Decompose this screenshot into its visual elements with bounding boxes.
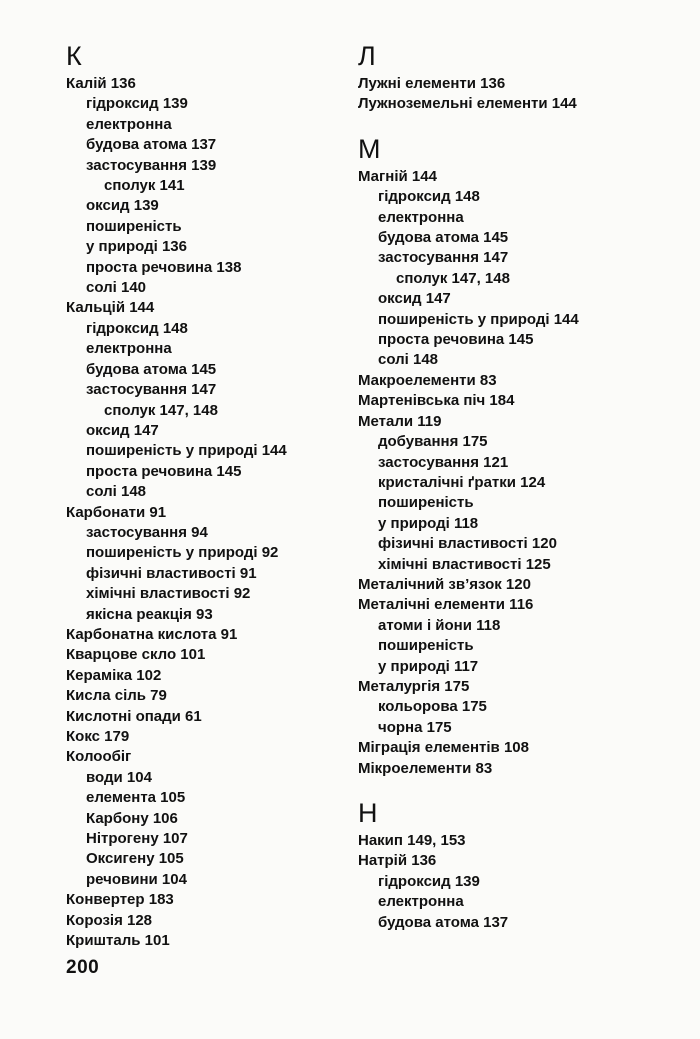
index-subterm: елемента 105 xyxy=(86,789,186,807)
index-subterm: поширеність xyxy=(86,217,182,235)
index-term: Корозія 128 xyxy=(66,911,153,929)
section-letter-heading: М xyxy=(358,133,382,164)
index-subterm: оксид 147 xyxy=(86,421,159,439)
index-term: Мартенівська піч 184 xyxy=(358,392,515,410)
index-subterm: поширеність у природі 92 xyxy=(86,544,279,562)
index-term: Лужноземельні елементи 144 xyxy=(358,95,577,113)
index-subterm: гідроксид 148 xyxy=(86,319,188,337)
index-term: Металічний зв’язок 120 xyxy=(358,575,531,593)
section-letter-heading: Н xyxy=(358,798,379,828)
index-term: Карбонати 91 xyxy=(66,503,167,521)
index-subterm: застосування 94 xyxy=(86,523,208,541)
index-subterm: солі 140 xyxy=(86,279,147,297)
index-subterm: будова атома 145 xyxy=(86,360,217,378)
index-subterm: гідроксид 148 xyxy=(378,188,480,206)
index-subterm: сполук 147, 148 xyxy=(104,401,218,419)
index-term: Металургія 175 xyxy=(358,677,470,695)
index-subterm: сполук 141 xyxy=(104,177,185,195)
index-subterm: у природі 118 xyxy=(378,514,479,532)
index-subterm: проста речовина 138 xyxy=(86,258,242,276)
index-subterm: гідроксид 139 xyxy=(378,872,480,890)
index-term: Метали 119 xyxy=(358,412,442,430)
index-term: Мікроелементи 83 xyxy=(358,759,493,777)
index-subterm: атоми і йони 118 xyxy=(378,616,501,634)
index-subterm: поширеність у природі 144 xyxy=(378,310,579,328)
index-subterm: електронна xyxy=(86,115,172,133)
index-term: Конвертер 183 xyxy=(66,891,174,909)
index-subterm: хімічні властивості 92 xyxy=(86,585,251,603)
index-term: Макроелементи 83 xyxy=(358,371,497,389)
left-index-column xyxy=(66,38,346,951)
index-subterm: фізичні властивості 120 xyxy=(378,535,557,553)
index-subterm: у природі 117 xyxy=(378,657,479,675)
section-spacer xyxy=(358,779,658,795)
index-subterm: застосування 147 xyxy=(86,381,217,399)
index-subterm: електронна xyxy=(86,340,172,358)
index-subterm: проста речовина 145 xyxy=(378,331,534,349)
page-number: 200 xyxy=(66,957,100,978)
index-subterm: хімічні властивості 125 xyxy=(378,555,551,573)
index-subterm: будова атома 137 xyxy=(378,913,509,931)
index-subterm: застосування 139 xyxy=(86,156,217,174)
index-subterm: фізичні властивості 91 xyxy=(86,564,257,582)
index-subterm: електронна xyxy=(378,208,464,226)
index-term: Накип 149, 153 xyxy=(358,832,466,849)
index-term: Карбонатна кислота 91 xyxy=(66,625,238,643)
index-subterm: Карбону 106 xyxy=(86,809,178,827)
index-subterm: будова атома 137 xyxy=(86,136,217,154)
index-term: Кокс 179 xyxy=(66,728,130,745)
index-term: Магній 144 xyxy=(358,167,437,185)
section-letter-heading: К xyxy=(66,41,83,71)
index-term: Кальцій 144 xyxy=(66,299,155,317)
index-subterm: Оксигену 105 xyxy=(86,850,184,868)
index-term: Кришталь 101 xyxy=(66,932,170,950)
index-subterm: оксид 147 xyxy=(378,290,451,308)
index-subterm: кольорова 175 xyxy=(378,698,487,716)
index-subterm: застосування 147 xyxy=(378,249,509,267)
index-term: Кисла сіль 79 xyxy=(66,687,167,705)
index-term: Металічні елементи 116 xyxy=(358,596,534,614)
index-subterm: якісна реакція 93 xyxy=(86,605,213,623)
index-subterm: солі 148 xyxy=(378,351,439,369)
index-subterm: у природі 136 xyxy=(86,238,187,256)
index-term: Натрій 136 xyxy=(358,852,437,870)
index-subterm: застосування 121 xyxy=(378,453,509,471)
index-term: Кварцове скло 101 xyxy=(66,646,206,664)
right-index-column xyxy=(358,38,658,933)
index-subterm: оксид 139 xyxy=(86,197,159,215)
section-spacer xyxy=(358,115,658,131)
index-subterm: гідроксид 139 xyxy=(86,95,188,113)
index-term: Колообіг xyxy=(66,748,132,766)
index-subterm: добування 175 xyxy=(378,433,488,451)
index-subterm: Нітрогену 107 xyxy=(86,830,188,848)
index-term: Кераміка 102 xyxy=(66,666,162,684)
index-subterm: поширеність у природі 144 xyxy=(86,442,287,460)
index-subterm: речовини 104 xyxy=(86,870,187,888)
index-subterm: солі 148 xyxy=(86,483,147,501)
index-term: Лужні елементи 136 xyxy=(358,75,506,92)
index-term: Калій 136 xyxy=(66,75,136,92)
section-letter-heading: Л xyxy=(358,41,377,71)
index-subterm: проста речовина 145 xyxy=(86,462,242,480)
index-subterm: будова атома 145 xyxy=(378,229,509,247)
index-subterm: поширеність xyxy=(378,637,474,655)
index-subterm: чорна 175 xyxy=(378,718,452,736)
index-term: Кислотні опади 61 xyxy=(66,707,202,725)
index-term: Міграція елементів 108 xyxy=(358,739,529,757)
index-subterm: поширеність xyxy=(378,494,474,512)
index-subterm: води 104 xyxy=(86,768,152,786)
index-subterm: електронна xyxy=(378,893,464,911)
index-subterm: кристалічні ґратки 124 xyxy=(378,473,546,491)
index-subterm: сполук 147, 148 xyxy=(396,269,510,287)
